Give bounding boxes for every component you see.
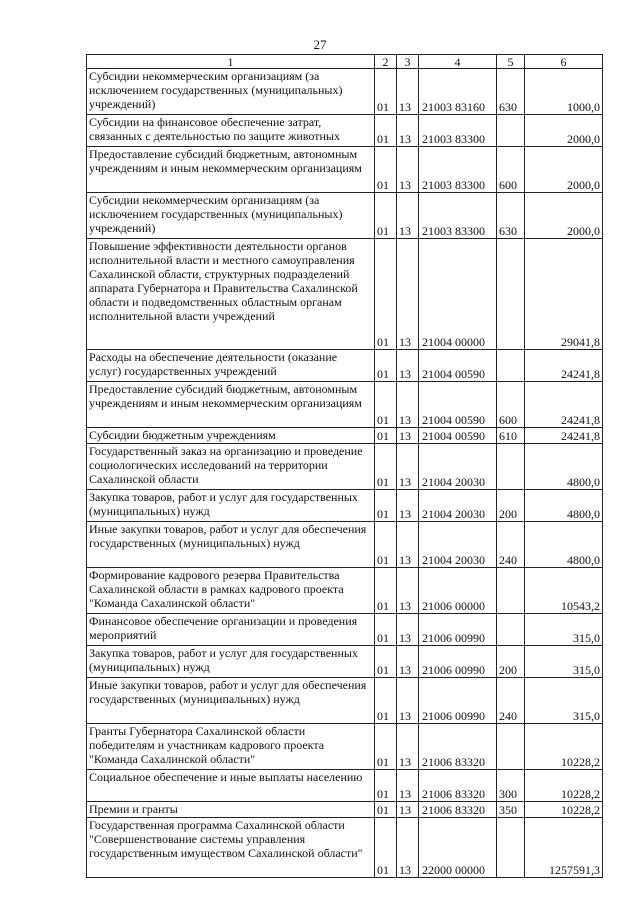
row-subsection-cell: 13 (397, 646, 419, 678)
row-section-cell: 01 (375, 490, 397, 522)
row-amount-cell: 2000,0 (525, 147, 603, 193)
row-expense-type-cell (497, 444, 525, 490)
row-subsection-cell: 13 (397, 428, 419, 444)
row-section-cell: 01 (375, 646, 397, 678)
row-target-code-cell: 22000 00000 (419, 818, 497, 878)
row-amount-cell: 24241,8 (525, 382, 603, 428)
row-expense-type-cell (497, 115, 525, 147)
row-target-code-cell: 21006 00990 (419, 614, 497, 646)
row-target-code-cell: 21006 00990 (419, 678, 497, 724)
row-name-cell: Гранты Губернатора Сахалинской области победителям и участникам кадрового проекта "Команда Сахалинской области" (87, 724, 375, 770)
row-name-cell: Предоставление субсидий бюджетным, автономным учреждениям и иным некоммерческим организациям (87, 382, 375, 428)
row-target-code-cell: 21004 20030 (419, 444, 497, 490)
row-expense-type-cell (497, 818, 525, 878)
row-expense-type-cell (497, 724, 525, 770)
row-name-cell: Государственный заказ на организацию и проведение социологических исследований на территории Сахалинской области (87, 444, 375, 490)
table-row (87, 350, 603, 382)
row-expense-type-cell (497, 350, 525, 382)
row-expense-type-cell (497, 568, 525, 614)
table-row (87, 69, 603, 115)
row-subsection-cell: 13 (397, 444, 419, 490)
row-amount-cell: 10228,2 (525, 770, 603, 802)
row-name-cell: Расходы на обеспечение деятельности (оказание услуг) государственных учреждений (87, 350, 375, 382)
row-amount-cell: 4800,0 (525, 490, 603, 522)
row-subsection-cell: 13 (397, 239, 419, 350)
row-name-cell: Иные закупки товаров, работ и услуг для обеспечения государственных (муниципальных) нужд (87, 678, 375, 724)
row-section-cell: 01 (375, 69, 397, 115)
row-amount-cell: 2000,0 (525, 115, 603, 147)
row-name-cell: Предоставление субсидий бюджетным, автономным учреждениям и иным некоммерческим организациям (87, 147, 375, 193)
header-col-4: 4 (419, 55, 497, 69)
row-name-cell: Финансовое обеспечение организации и проведения мероприятий (87, 614, 375, 646)
row-expense-type-cell: 600 (497, 382, 525, 428)
row-section-cell: 01 (375, 568, 397, 614)
row-section-cell: 01 (375, 239, 397, 350)
row-name-cell: Государственная программа Сахалинской области "Совершенствование системы управления государственным имуществом Сахалинской области" (87, 818, 375, 878)
table-row (87, 115, 603, 147)
row-amount-cell: 1000,0 (525, 69, 603, 115)
row-name-cell: Социальное обеспечение и иные выплаты населению (87, 770, 375, 802)
row-amount-cell: 10228,2 (525, 802, 603, 818)
row-target-code-cell: 21004 00000 (419, 239, 497, 350)
header-col-6: 6 (525, 55, 603, 69)
row-name-cell: Субсидии на финансовое обеспечение затрат, связанных с деятельностью по защите животных (87, 115, 375, 147)
row-amount-cell: 315,0 (525, 678, 603, 724)
row-amount-cell: 315,0 (525, 614, 603, 646)
table-row (87, 614, 603, 646)
row-name-cell: Закупка товаров, работ и услуг для государственных (муниципальных) нужд (87, 646, 375, 678)
header-col-3: 3 (397, 55, 419, 69)
row-name-cell: Премии и гранты (87, 802, 375, 818)
row-section-cell: 01 (375, 115, 397, 147)
row-target-code-cell: 21003 83300 (419, 147, 497, 193)
row-target-code-cell: 21004 20030 (419, 490, 497, 522)
row-amount-cell: 315,0 (525, 646, 603, 678)
row-target-code-cell: 21006 00990 (419, 646, 497, 678)
row-target-code-cell: 21004 00590 (419, 428, 497, 444)
row-section-cell: 01 (375, 818, 397, 878)
row-expense-type-cell (497, 239, 525, 350)
row-name-cell: Субсидии некоммерческим организациям (за исключением государственных (муниципальных) учреждений) (87, 69, 375, 115)
row-target-code-cell: 21003 83300 (419, 115, 497, 147)
row-section-cell: 01 (375, 724, 397, 770)
page-number: 27 (313, 37, 327, 52)
table-row (87, 646, 603, 678)
row-subsection-cell: 13 (397, 614, 419, 646)
row-name-cell: Субсидии бюджетным учреждениям (87, 428, 375, 444)
row-name-cell: Субсидии некоммерческим организациям (за исключением государственных (муниципальных) учреждений) (87, 193, 375, 239)
row-name-cell: Повышение эффективности деятельности органов исполнительной власти и местного самоуправления Сахалинской области, структурных подразделений аппарата Губернатора и Правительства Сахалинской области и подведомственных областным органам исполнительной власти учреждений (87, 239, 375, 350)
row-subsection-cell: 13 (397, 770, 419, 802)
row-expense-type-cell: 600 (497, 147, 525, 193)
row-expense-type-cell: 200 (497, 490, 525, 522)
header-col-2: 2 (375, 55, 397, 69)
row-target-code-cell: 21006 83320 (419, 802, 497, 818)
row-expense-type-cell: 200 (497, 646, 525, 678)
table-row (87, 239, 603, 350)
row-expense-type-cell: 630 (497, 69, 525, 115)
row-target-code-cell: 21004 00590 (419, 382, 497, 428)
row-subsection-cell: 13 (397, 818, 419, 878)
row-subsection-cell: 13 (397, 522, 419, 568)
table-row (87, 490, 603, 522)
row-subsection-cell: 13 (397, 147, 419, 193)
row-amount-cell: 10228,2 (525, 724, 603, 770)
row-section-cell: 01 (375, 350, 397, 382)
row-expense-type-cell: 610 (497, 428, 525, 444)
row-expense-type-cell: 630 (497, 193, 525, 239)
table-row (87, 522, 603, 568)
header-col-1: 1 (87, 55, 375, 69)
row-amount-cell: 24241,8 (525, 428, 603, 444)
row-expense-type-cell: 300 (497, 770, 525, 802)
row-section-cell: 01 (375, 428, 397, 444)
row-expense-type-cell: 240 (497, 678, 525, 724)
row-section-cell: 01 (375, 193, 397, 239)
row-section-cell: 01 (375, 522, 397, 568)
row-amount-cell: 4800,0 (525, 522, 603, 568)
header-col-5: 5 (497, 55, 525, 69)
row-subsection-cell: 13 (397, 382, 419, 428)
row-section-cell: 01 (375, 802, 397, 818)
table-row (87, 678, 603, 724)
header-row (87, 55, 603, 69)
table-row (87, 568, 603, 614)
row-subsection-cell: 13 (397, 193, 419, 239)
row-subsection-cell: 13 (397, 69, 419, 115)
row-expense-type-cell: 350 (497, 802, 525, 818)
row-amount-cell: 4800,0 (525, 444, 603, 490)
row-target-code-cell: 21006 00000 (419, 568, 497, 614)
row-subsection-cell: 13 (397, 490, 419, 522)
row-subsection-cell: 13 (397, 724, 419, 770)
row-amount-cell: 29041,8 (525, 239, 603, 350)
row-target-code-cell: 21003 83160 (419, 69, 497, 115)
row-section-cell: 01 (375, 147, 397, 193)
row-subsection-cell: 13 (397, 350, 419, 382)
row-amount-cell: 10543,2 (525, 568, 603, 614)
row-section-cell: 01 (375, 770, 397, 802)
table-row (87, 147, 603, 193)
row-section-cell: 01 (375, 614, 397, 646)
table-row (87, 802, 603, 818)
table-row (87, 193, 603, 239)
table-row (87, 724, 603, 770)
row-amount-cell: 24241,8 (525, 350, 603, 382)
table-row (87, 444, 603, 490)
row-amount-cell: 2000,0 (525, 193, 603, 239)
row-subsection-cell: 13 (397, 678, 419, 724)
row-section-cell: 01 (375, 382, 397, 428)
row-target-code-cell: 21006 83320 (419, 724, 497, 770)
table-row (87, 770, 603, 802)
row-target-code-cell: 21003 83300 (419, 193, 497, 239)
row-subsection-cell: 13 (397, 568, 419, 614)
row-target-code-cell: 21004 20030 (419, 522, 497, 568)
row-amount-cell: 1257591,3 (525, 818, 603, 878)
row-subsection-cell: 13 (397, 802, 419, 818)
row-section-cell: 01 (375, 678, 397, 724)
row-name-cell: Закупка товаров, работ и услуг для государственных (муниципальных) нужд (87, 490, 375, 522)
row-name-cell: Формирование кадрового резерва Правительства Сахалинской области в рамках кадрового проекта "Команда Сахалинской области" (87, 568, 375, 614)
row-section-cell: 01 (375, 444, 397, 490)
row-target-code-cell: 21004 00590 (419, 350, 497, 382)
row-target-code-cell: 21006 83320 (419, 770, 497, 802)
budget-table (86, 54, 603, 878)
row-name-cell: Иные закупки товаров, работ и услуг для обеспечения государственных (муниципальных) нужд (87, 522, 375, 568)
table-row (87, 428, 603, 444)
table-row (87, 818, 603, 878)
row-expense-type-cell (497, 614, 525, 646)
table-row (87, 382, 603, 428)
row-expense-type-cell: 240 (497, 522, 525, 568)
row-subsection-cell: 13 (397, 115, 419, 147)
